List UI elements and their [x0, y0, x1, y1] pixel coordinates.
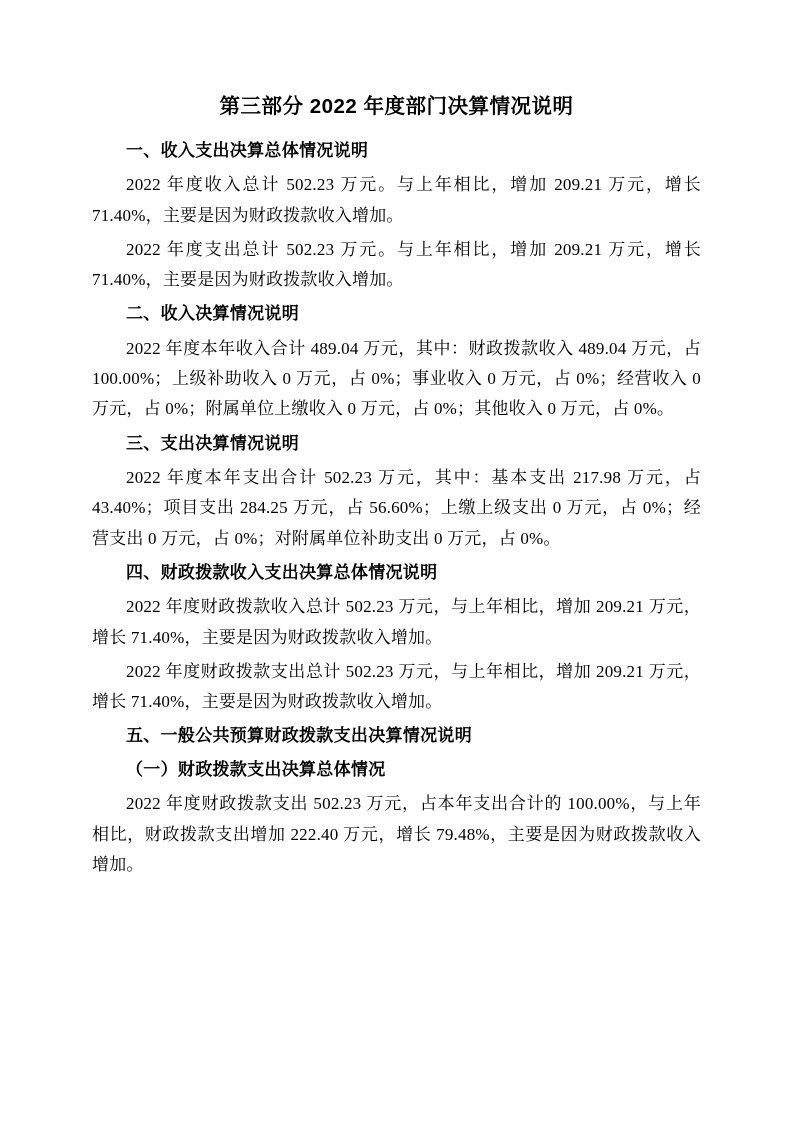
section-income-settlement — [92, 300, 701, 424]
section-heading: 四、财政拨款收入支出决算总体情况说明 — [126, 562, 438, 582]
section-income-expenditure-overview — [92, 137, 701, 296]
section-fiscal-appropriation-overview — [92, 559, 701, 718]
section-paragraph: 2022 年度财政拨款收入总计 502.23 万元，与上年相比，增加 209.21 万元，增长 71.40%，主要是因为财政拨款收入增加。 — [92, 597, 701, 647]
section-paragraph: 2022 年度支出总计 502.23 万元。与上年相比，增加 209.21 万元，增长 71.40%，主要是因为财政拨款收入增加。 — [92, 239, 701, 290]
page-title: 第三部分 2022 年度部门决算情况说明 — [219, 95, 574, 118]
section-expenditure-settlement — [92, 430, 701, 554]
section-heading: 一、收入支出决算总体情况说明 — [126, 140, 369, 160]
section-subheading: （一）财政拨款支出决算总体情况 — [126, 759, 386, 779]
section-heading: 二、收入决算情况说明 — [126, 304, 299, 324]
section-general-public-budget — [92, 722, 701, 880]
section-heading: 五、一般公共预算财政拨款支出决算情况说明 — [126, 726, 472, 746]
section-paragraph: 2022 年度本年支出合计 502.23 万元，其中：基本支出 217.98 万元，占 43.40%；项目支出 284.25 万元，占 56.60%；上缴上级支出 0 万元，占 0%；经营支出 0 万元，占 0%；对附属单位补助支出 0 万元，占 0%。 — [92, 468, 701, 548]
section-paragraph: 2022 年度财政拨款支出 502.23 万元，占本年支出合计的 100.00%，与上年相比，财政拨款支出增加 222.40 万元，增长 79.48%，主要是因为财政拨款收入增加。 — [92, 794, 701, 874]
section-heading: 三、支出决算情况说明 — [126, 433, 299, 453]
section-paragraph: 2022 年度本年收入合计 489.04 万元，其中：财政拨款收入 489.04 万元，占 100.00%；上级补助收入 0 万元，占 0%；事业收入 0 万元，占 0%；经营收入 0 万元，占 0%；附属单位上缴收入 0 万元，占 0%；其他收入 0 万元，占 0%。 — [92, 338, 701, 419]
section-paragraph: 2022 年度收入总计 502.23 万元。与上年相比，增加 209.21 万元，增长 71.40%，主要是因为财政拨款收入增加。 — [92, 175, 701, 225]
section-paragraph: 2022 年度财政拨款支出总计 502.23 万元，与上年相比，增加 209.21 万元，增长 71.40%，主要是因为财政拨款收入增加。 — [92, 661, 701, 712]
